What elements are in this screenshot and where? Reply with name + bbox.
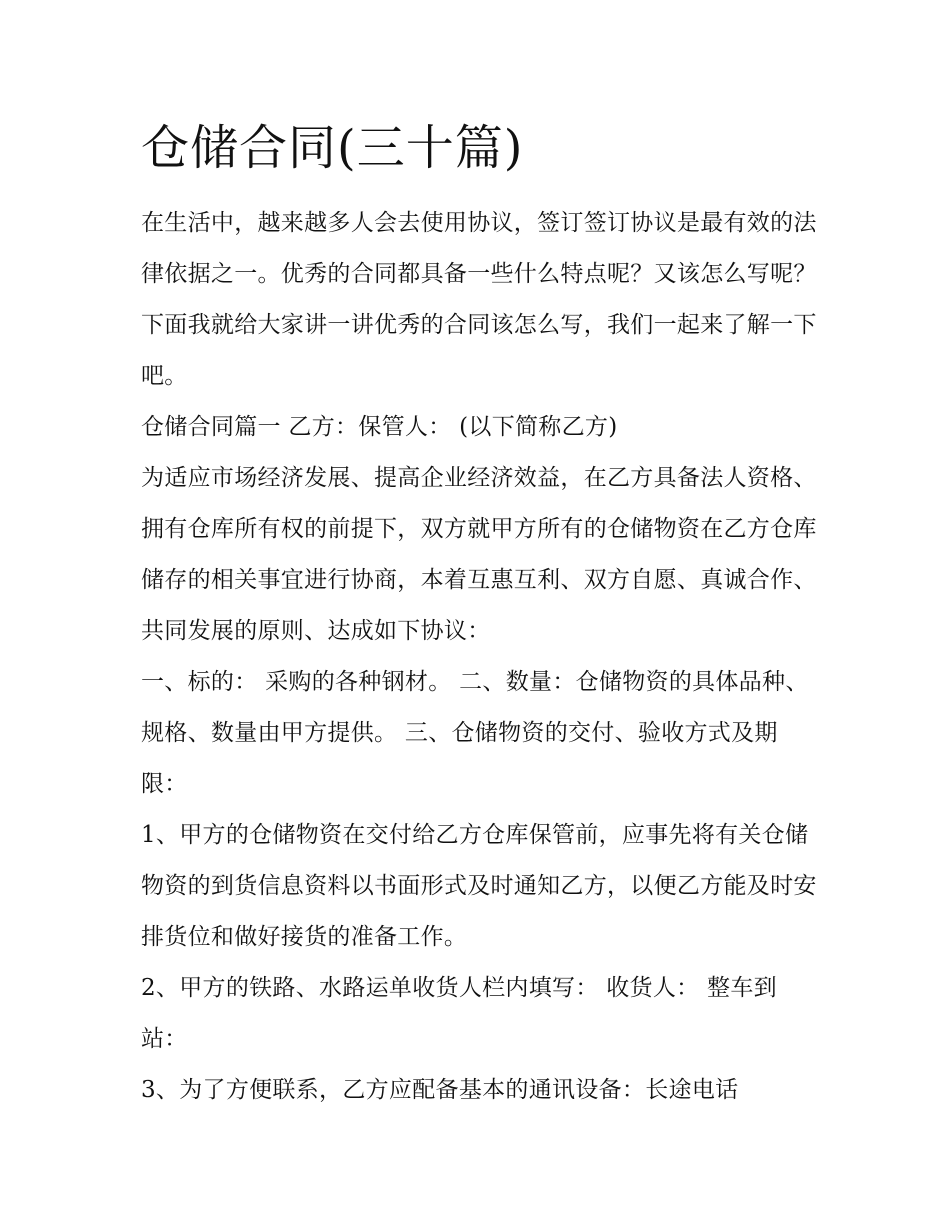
- document-page: [141, 112, 821, 1116]
- paragraph-intro: 在生活中，越来越多人会去使用协议，签订签订协议是最有效的法律依据之一。优秀的合同都具备一些什么特点呢？又该怎么写呢？下面我就给大家讲一讲优秀的合同该怎么写，我们一起来了解一下吧。: [141, 210, 817, 389]
- paragraph-preamble: 为适应市场经济发展、提高企业经济效益，在乙方具备法人资格、拥有仓库所有权的前提下，双方就甲方所有的仓储物资在乙方仓库储存的相关事宜进行协商，本着互惠互利、双方自愿、真诚合作、共同发展的原则、达成如下协议：: [141, 465, 817, 644]
- paragraph-item-3: 3、为了方便联系，乙方应配备基本的通讯设备：长途电话: [141, 1077, 739, 1103]
- paragraph-item-1: 1、甲方的仓储物资在交付给乙方仓库保管前，应事先将有关仓储物资的到货信息资料以书面形式及时通知乙方，以便乙方能及时安排货位和做好接货的准备工作。: [141, 822, 817, 950]
- document-title: 仓储合同(三十篇): [141, 120, 524, 176]
- paragraph-item-2: 2、甲方的铁路、水路运单收货人栏内填写： 收货人： 整车到站：: [141, 975, 777, 1052]
- paragraph-contract-heading: 仓储合同篇一 乙方：保管人： (以下简称乙方): [141, 414, 618, 440]
- paragraph-clauses: 一、标的： 采购的各种钢材。 二、数量：仓储物资的具体品种、规格、数量由甲方提供。 三、仓储物资的交付、验收方式及期限：: [141, 669, 809, 797]
